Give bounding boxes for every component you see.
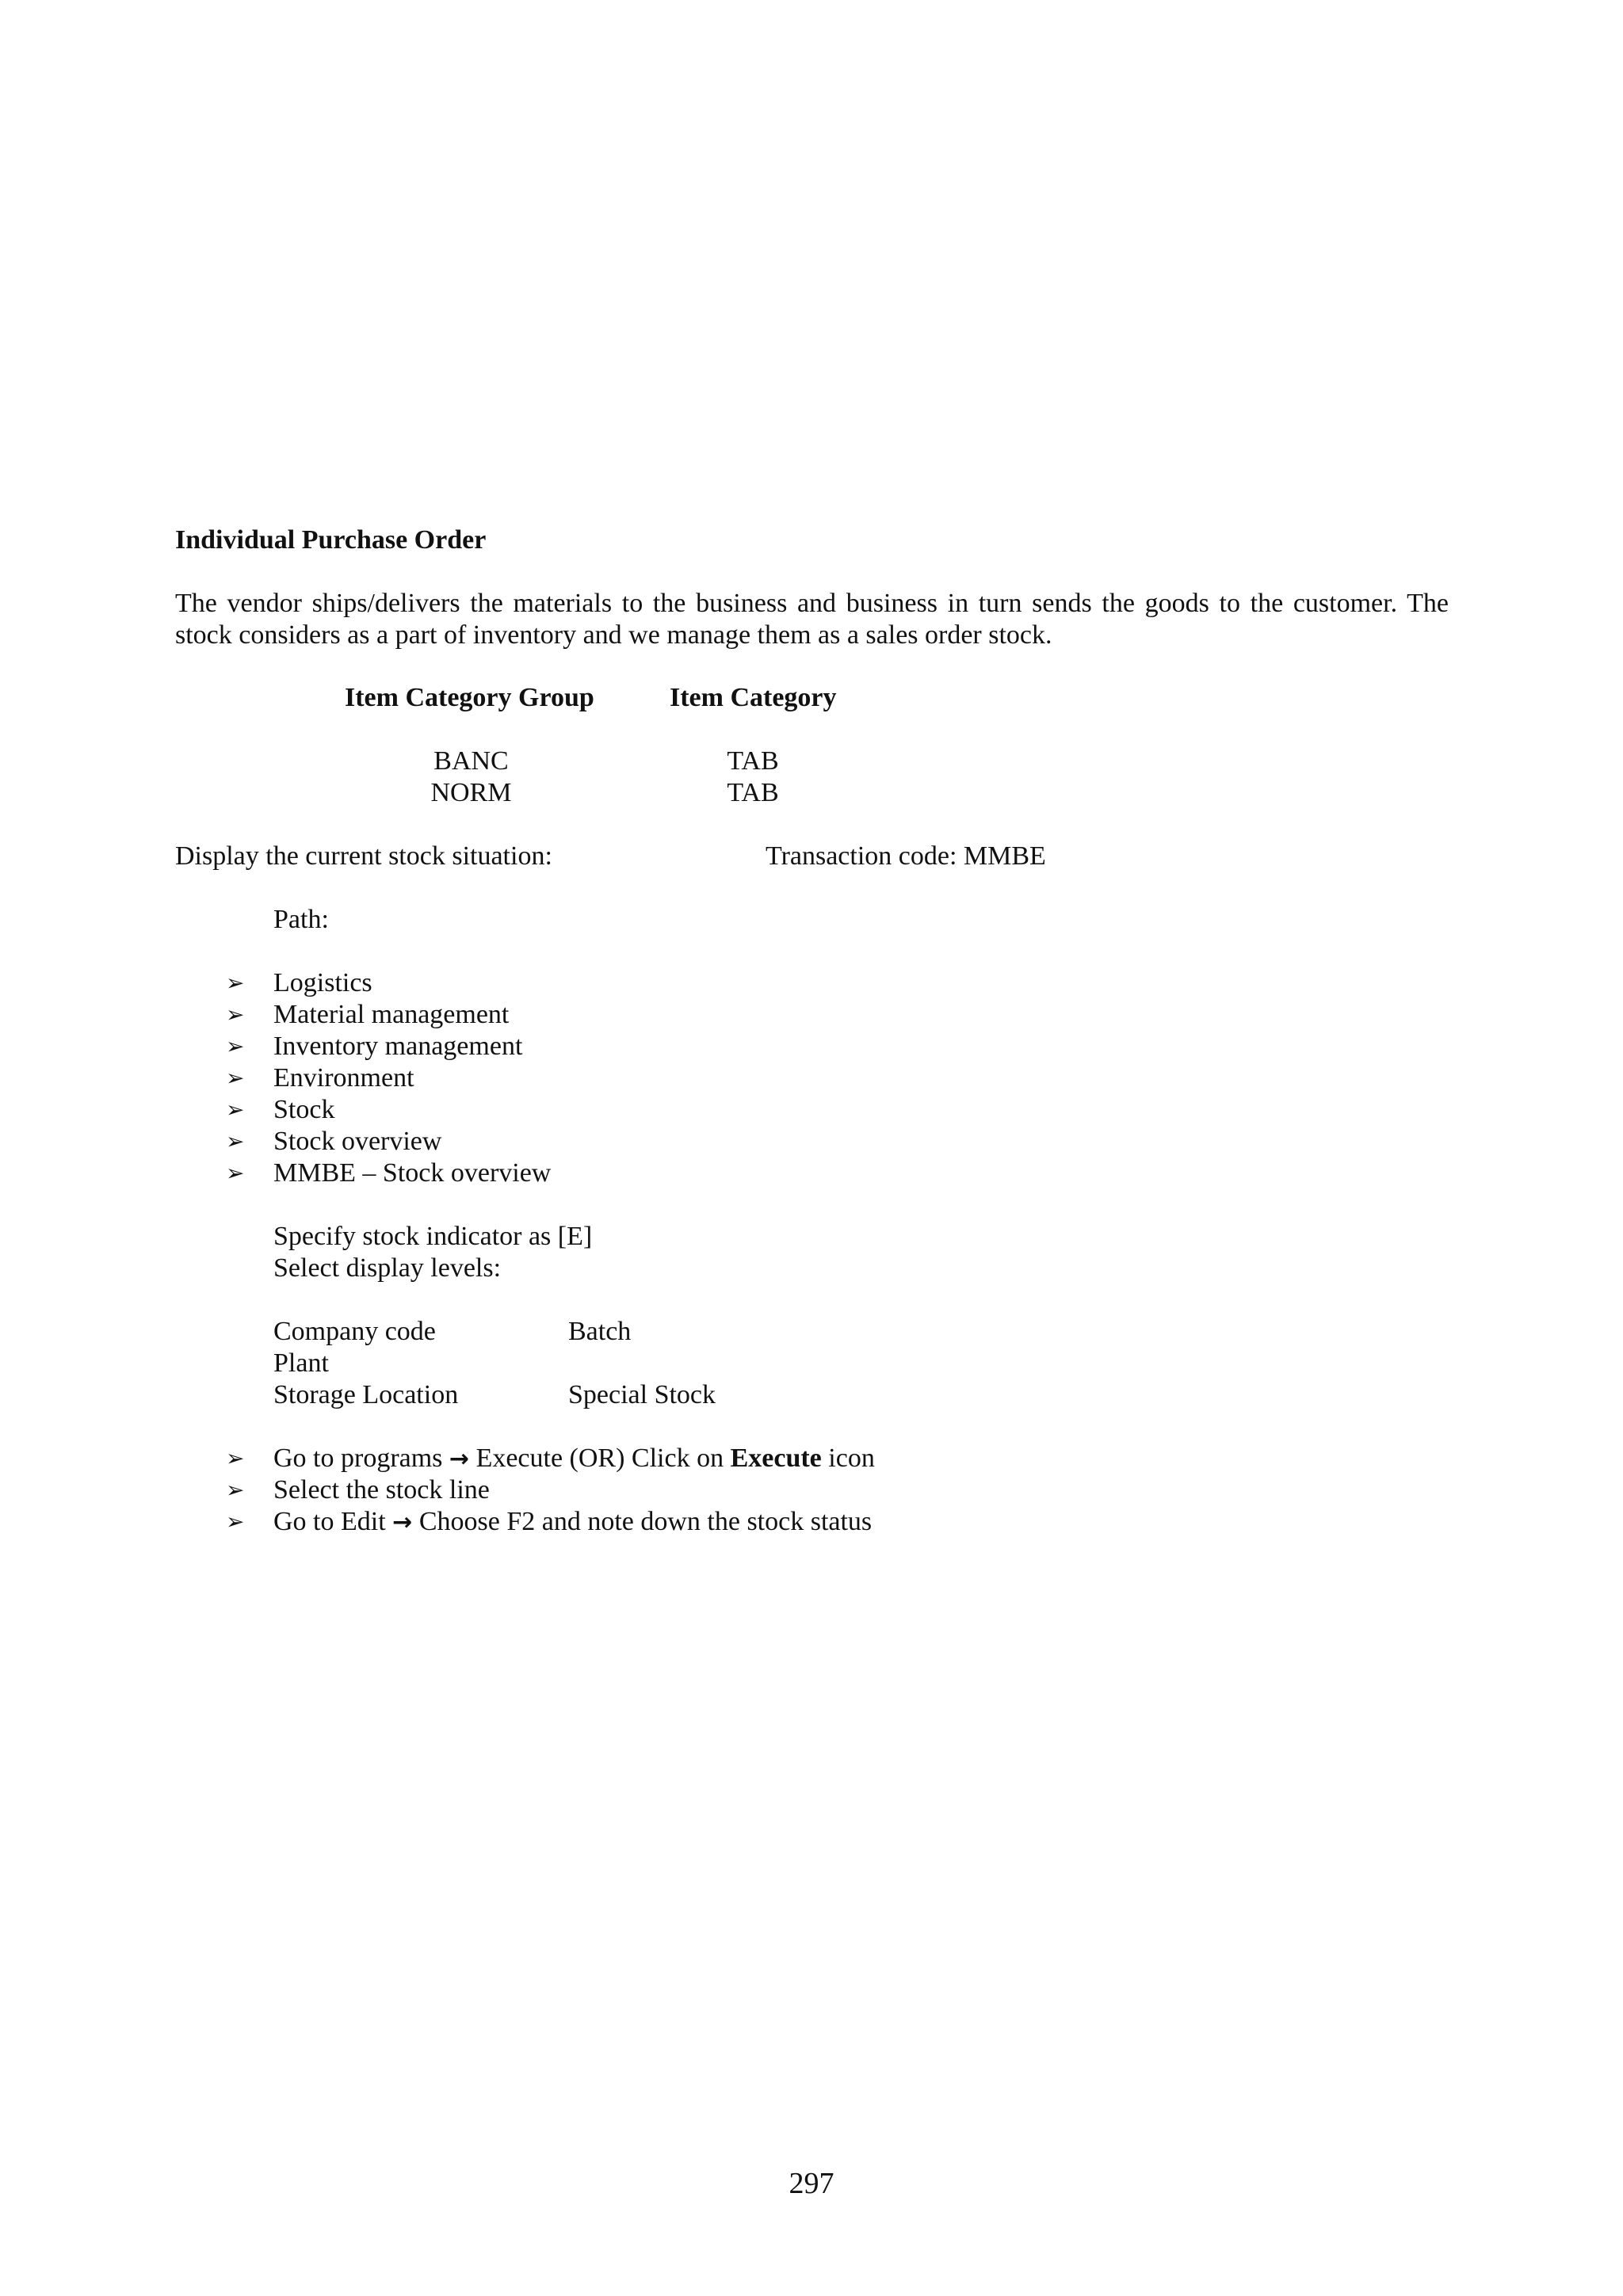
display-level-special-stock: Special Stock xyxy=(568,1380,716,1409)
arrowhead-bullet-icon: ➢ xyxy=(226,970,245,996)
path-label: Path: xyxy=(273,905,329,934)
table-cell: TAB xyxy=(727,746,779,776)
arrowhead-bullet-icon: ➢ xyxy=(226,1097,245,1123)
path-item-label: Logistics xyxy=(273,968,372,997)
display-levels-note: Select display levels: xyxy=(273,1253,502,1283)
section-heading: Individual Purchase Order xyxy=(175,525,487,555)
display-level-storage-location: Storage Location xyxy=(273,1380,459,1409)
table-cell: NORM xyxy=(430,778,512,807)
execute-emphasis: Execute xyxy=(730,1444,822,1473)
path-item-label: Inventory management xyxy=(273,1032,523,1061)
step-edit-f2: Go to Edit → Choose F2 and note down the stock status xyxy=(273,1507,873,1536)
arrowhead-bullet-icon: ➢ xyxy=(226,1128,245,1154)
display-level-plant: Plant xyxy=(273,1348,329,1378)
table-cell: BANC xyxy=(433,746,509,776)
table-header-item-category-group: Item Category Group xyxy=(345,683,594,712)
stock-indicator-note: Specify stock indicator as [E] xyxy=(273,1222,593,1251)
intro-paragraph: The vendor ships/delivers the materials to the business and business in turn sends the goods to the customer. The stock considers as a part of inventory and we manage them as a sales order stock. xyxy=(175,589,1449,650)
arrowhead-bullet-icon: ➢ xyxy=(226,1508,245,1535)
display-level-batch: Batch xyxy=(568,1317,632,1346)
arrowhead-bullet-icon: ➢ xyxy=(226,1445,245,1471)
arrowhead-bullet-icon: ➢ xyxy=(226,1160,245,1186)
path-item-label: Environment xyxy=(273,1063,414,1093)
right-arrow-icon: → xyxy=(392,1508,413,1536)
arrowhead-bullet-icon: ➢ xyxy=(226,1477,245,1503)
display-level-company-code: Company code xyxy=(273,1317,436,1346)
transaction-code: Transaction code: MMBE xyxy=(766,841,1046,871)
arrowhead-bullet-icon: ➢ xyxy=(226,1033,245,1059)
arrowhead-bullet-icon: ➢ xyxy=(226,1065,245,1091)
page-number: 297 xyxy=(789,2167,834,2200)
display-stock-label: Display the current stock situation: xyxy=(175,841,552,871)
arrowhead-bullet-icon: ➢ xyxy=(226,1001,245,1028)
path-item-label: MMBE – Stock overview xyxy=(273,1158,552,1188)
right-arrow-icon: → xyxy=(449,1445,470,1473)
path-item-label: Stock overview xyxy=(273,1127,442,1156)
step-select-stock-line: Select the stock line xyxy=(273,1475,490,1505)
step-execute: Go to programs → Execute (OR) Click on Execute icon xyxy=(273,1444,875,1473)
path-item-label: Stock xyxy=(273,1095,335,1124)
table-header-item-category: Item Category xyxy=(670,683,837,712)
table-cell: TAB xyxy=(727,778,779,807)
path-item-label: Material management xyxy=(273,1000,510,1029)
